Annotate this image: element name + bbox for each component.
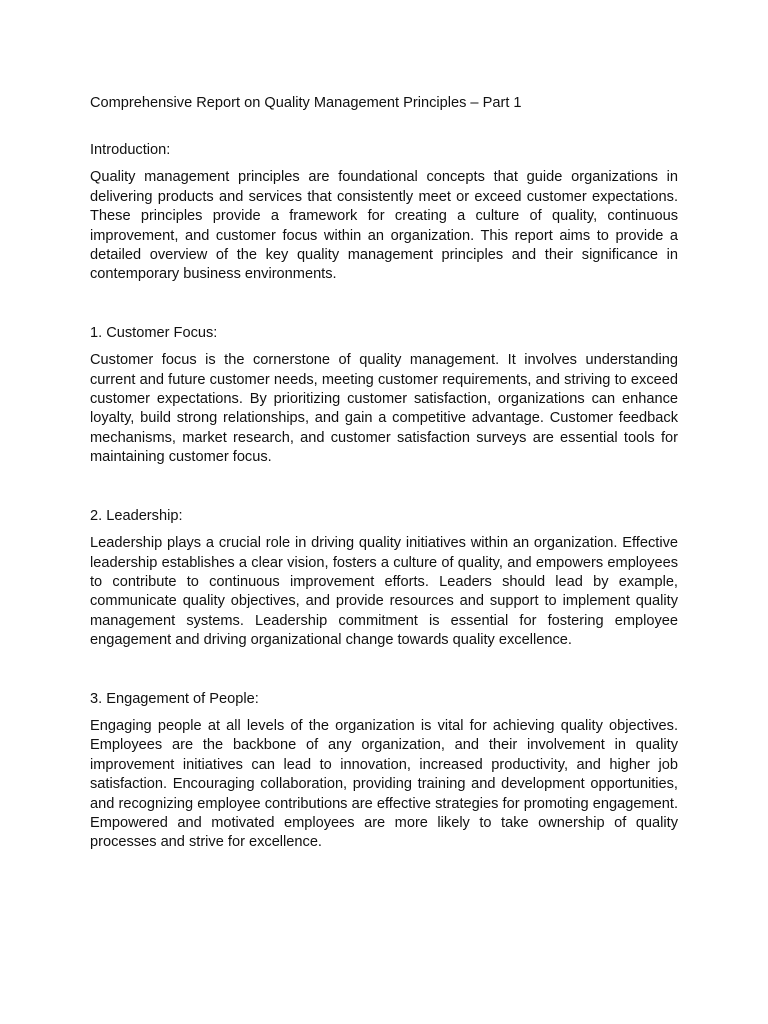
section-paragraph: Customer focus is the cornerstone of quality management. It involves understanding current and future customer needs, meeting customer requirements, and striving to exceed customer expectations. By prioritizing customer satisfaction, organizations can enhance loyalty, build strong relationships, and gain a competitive advantage. Customer feedback mechanisms, market research, and customer satisfaction surveys are essential tools for maintaining customer focus. xyxy=(90,352,678,466)
document-content xyxy=(90,90,678,892)
section-customer-focus xyxy=(90,324,678,468)
introduction-section xyxy=(90,141,678,285)
introduction-paragraph: Quality management principles are foundational concepts that guide organizations in delivering products and services that consistently meet or exceed customer expectations. These principles provide a framework for creating a culture of quality, continuous improvement, and customer focus within an organization. This report aims to provide a detailed overview of the key quality management principles and their significance in contemporary business environments. xyxy=(90,169,678,283)
section-heading: 2. Leadership: xyxy=(90,507,183,524)
document-title: Comprehensive Report on Quality Management Principles – Part 1 xyxy=(90,95,522,111)
section-paragraph: Leadership plays a crucial role in driving quality initiatives within an organization. Effective leadership establishes a clear vision, fosters a culture of quality, and empowers employees to contribute to continuous improvement efforts. Leaders should lead by example, communicate quality objectives, and provide resources and support to implement quality management systems. Leadership commitment is essential for fostering employee engagement and driving organizational change towards quality excellence. xyxy=(90,535,678,649)
section-paragraph: Engaging people at all levels of the organization is vital for achieving quality objectives. Employees are the backbone of any organization, and their involvement in quality improvement initiatives can lead to innovation, increased productivity, and higher job satisfaction. Encouraging collaboration, providing training and development opportunities, and recognizing employee contributions are effective strategies for promoting engagement. Empowered and motivated employees are more likely to take ownership of quality processes and strive for excellence. xyxy=(90,717,678,851)
section-leadership xyxy=(90,507,678,651)
introduction-heading: Introduction: xyxy=(90,142,171,158)
section-heading: 3. Engagement of People: xyxy=(90,690,259,707)
section-heading: 1. Customer Focus: xyxy=(90,324,218,341)
section-engagement-of-people xyxy=(90,690,678,853)
